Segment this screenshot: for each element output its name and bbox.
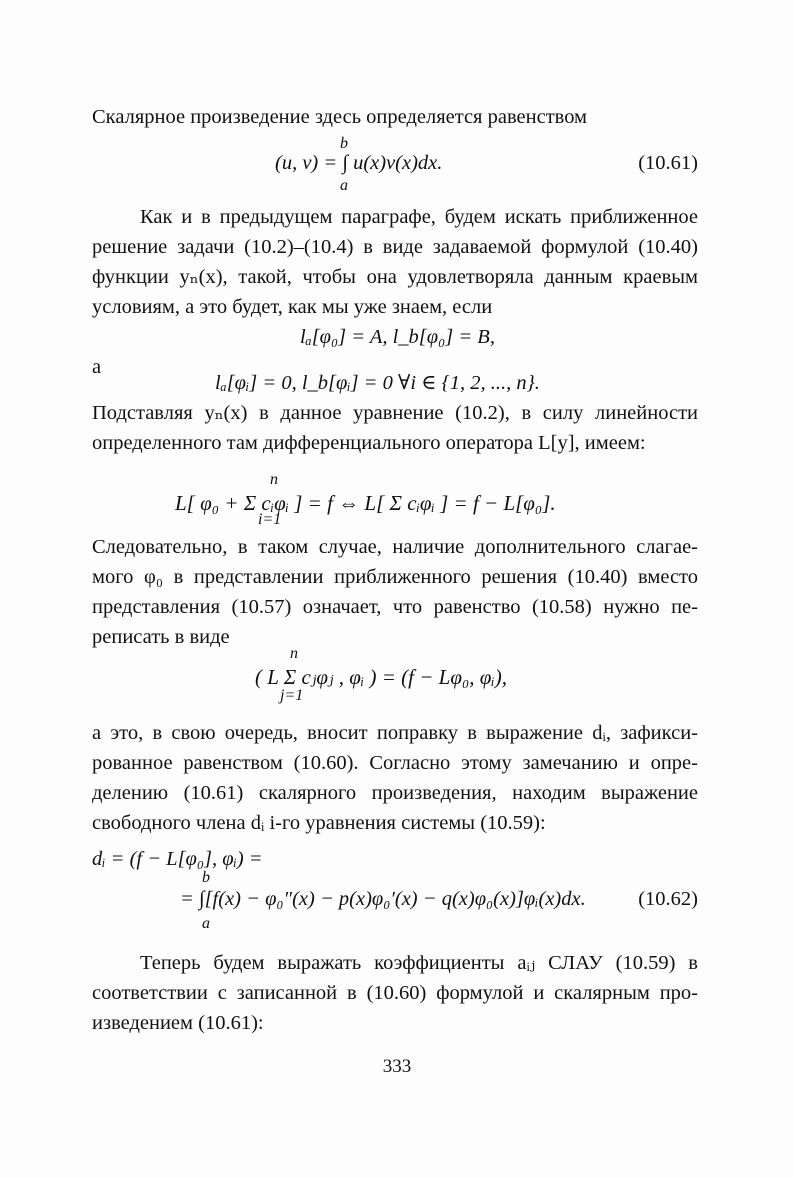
boundary-conditions-phii: lₐ[φᵢ] = 0, l_b[φᵢ] = 0 ∀i ∈ {1, 2, ..., n}. bbox=[215, 372, 540, 394]
text-line: представления (10.57) означает, что равенство (10.58) нужно пе- bbox=[92, 596, 698, 618]
text-line: делению (10.61) скалярного произведения, находим выражение bbox=[92, 782, 698, 804]
text-line: а это, в свою очередь, вносит поправку в выражение dᵢ, зафикси- bbox=[92, 722, 698, 744]
equation-number: (10.62) bbox=[638, 888, 698, 910]
sum-upper-limit: n bbox=[270, 471, 278, 488]
text-line: а bbox=[92, 356, 102, 378]
formula-10-62: = ∫[f(x) − φ₀″(x) − p(x)φ₀′(x) − q(x)φ₀(x)]φᵢ(x)dx. bbox=[180, 888, 586, 910]
formula-di-line1: dᵢ = (f − L[φ₀], φᵢ) = bbox=[92, 848, 263, 870]
equation-number: (10.61) bbox=[638, 152, 698, 174]
text-line: Скалярное произведение здесь определяется равенством bbox=[92, 106, 588, 128]
text-line: реписать в виде bbox=[92, 626, 230, 648]
text-line: изведением (10.61): bbox=[92, 1012, 264, 1034]
integral-lower-limit: a bbox=[340, 177, 348, 194]
boundary-conditions-phi0: lₐ[φ₀] = A, l_b[φ₀] = B, bbox=[300, 326, 495, 348]
text-line: Подставляя yₙ(x) в данное уравнение (10.2), в силу линейности bbox=[92, 402, 698, 424]
page-number: 333 bbox=[382, 1056, 412, 1077]
integral-upper-limit: b bbox=[202, 869, 210, 886]
text-line: Теперь будем выражать коэффициенты aᵢⱼ СЛАУ (10.59) в bbox=[140, 952, 698, 974]
text-line: соответствии с записанной в (10.60) формулой и скалярным про- bbox=[92, 982, 698, 1004]
text-line: свободного члена dᵢ i-го уравнения системы (10.59): bbox=[92, 812, 546, 834]
text-line: Как и в предыдущем параграфе, будем искать приближенное bbox=[140, 206, 698, 228]
text-line: определенного там дифференциального оператора L[y], имеем: bbox=[92, 432, 646, 454]
operator-equation: L[ φ₀ + Σ cᵢφᵢ ] = f ⇔ L[ Σ cᵢφᵢ ] = f − L[φ₀]. bbox=[175, 491, 556, 515]
text-line: условиям, а это будет, как мы уже знаем, если bbox=[92, 296, 493, 318]
text-line: Следовательно, в таком случае, наличие дополнительного слагае- bbox=[92, 536, 698, 558]
formula-10-61: (u, v) = ∫ u(x)v(x)dx. bbox=[275, 152, 443, 174]
sum-lower-limit: i=1 bbox=[258, 511, 282, 528]
text-line: решение задачи (10.2)–(10.4) в виде задаваемой формулой (10.40) bbox=[92, 236, 698, 258]
text-line: рованное равенством (10.60). Согласно этому замечанию и опре- bbox=[92, 752, 698, 774]
sum-upper-limit: n bbox=[290, 645, 298, 662]
integral-upper-limit: b bbox=[340, 135, 348, 152]
text-line: мого φ₀ в представлении приближенного решения (10.40) вместо bbox=[92, 566, 698, 588]
text-line: функции yₙ(x), такой, чтобы она удовлетворяла данным краевым bbox=[92, 266, 698, 288]
integral-lower-limit: a bbox=[202, 915, 210, 932]
sum-lower-limit: j=1 bbox=[280, 687, 304, 704]
galerkin-equation: ( L Σ cⱼφⱼ , φᵢ ) = (f − Lφ₀, φᵢ), bbox=[255, 665, 507, 689]
